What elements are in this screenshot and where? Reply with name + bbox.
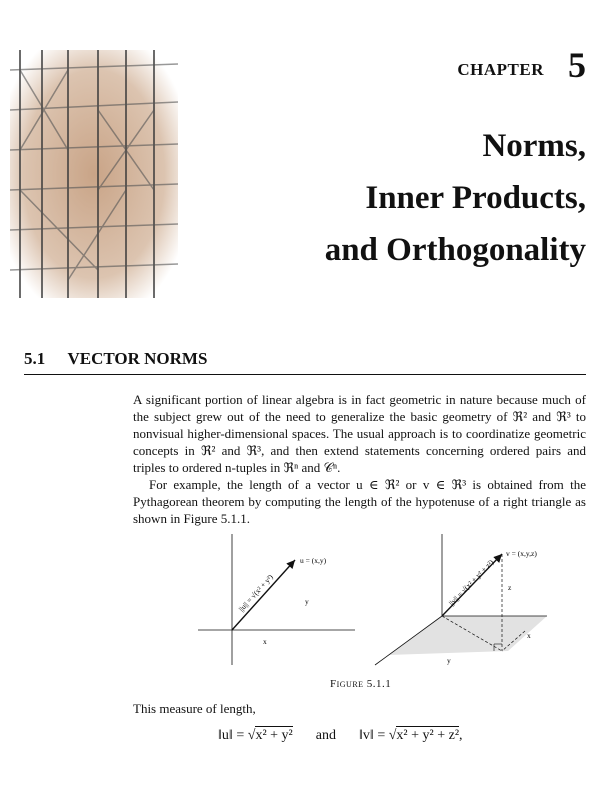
equation-u-radicand: x² + y² xyxy=(255,728,293,743)
chapter-label: CHAPTER xyxy=(457,60,544,79)
chapter-title-line-2: Inner Products, xyxy=(365,180,586,216)
figure-3d-panel xyxy=(375,534,547,665)
paragraph-example: For example, the length of a vector u ∈ ℜ² or v ∈ ℜ³ is obtained from the Pythagorean theorem by computing the length of the hypotenuse of a right triangle as shown in Figure 5.1.1. xyxy=(133,477,586,526)
norm-u-label: ||u|| = √(x² + y²) xyxy=(236,572,275,614)
equation-u-lhs: ‖u‖ = xyxy=(218,728,248,743)
norm-equation: ‖u‖ = √x² + y² and ‖v‖ = √x² + y² + z², xyxy=(218,728,463,743)
x-label-3d: x xyxy=(527,631,531,640)
equation-v-radicand: x² + y² + z² xyxy=(396,728,460,743)
vector-v-label: v = (x,y,z) xyxy=(506,549,537,558)
figure-caption: Figure 5.1.1 xyxy=(330,678,392,690)
equation-and: and xyxy=(315,728,336,743)
section-heading xyxy=(24,349,207,369)
chapter-photo-scaffolding xyxy=(10,50,178,298)
vector-u-label: u = (x,y) xyxy=(300,556,327,565)
figure-2d-panel xyxy=(198,534,355,665)
equation-tail: , xyxy=(459,728,463,743)
z-label-3d: z xyxy=(508,583,512,592)
xy-plane-shading xyxy=(388,616,547,655)
x-label-2d: x xyxy=(263,637,267,646)
chapter-number: 5 xyxy=(568,45,586,85)
chapter-title-line-3: and Orthogonality xyxy=(324,232,586,268)
equation-v-lhs: ‖v‖ = xyxy=(358,728,389,743)
y-label-3d: y xyxy=(447,656,451,665)
y-label-2d: y xyxy=(305,597,309,606)
chapter-title-line-1: Norms, xyxy=(482,128,586,164)
section-divider xyxy=(24,374,586,375)
chapter-title xyxy=(325,120,586,276)
section-title: VECTOR NORMS xyxy=(67,349,208,368)
measure-text: This measure of length, xyxy=(133,701,256,716)
figure-vector-length xyxy=(190,530,560,672)
vector-u xyxy=(232,560,295,630)
body-text xyxy=(133,391,586,527)
norm-v-label: ||v|| = √(x² + y² + z²) xyxy=(446,557,496,608)
paragraph-intro: A significant portion of linear algebra is in fact geometric in nature because much of the subject grew out of the need to generalize the basic geometry of ℜ² and ℜ³ to nonvisual higher-dimensional spaces. The usual approach is to coordinatize geometric concepts in ℜ² and ℜ³, and then extend statements concerning ordered pairs and triples to ordered n-tuples in ℜⁿ and 𝒞ⁿ. xyxy=(133,392,586,475)
section-number: 5.1 xyxy=(24,349,46,368)
